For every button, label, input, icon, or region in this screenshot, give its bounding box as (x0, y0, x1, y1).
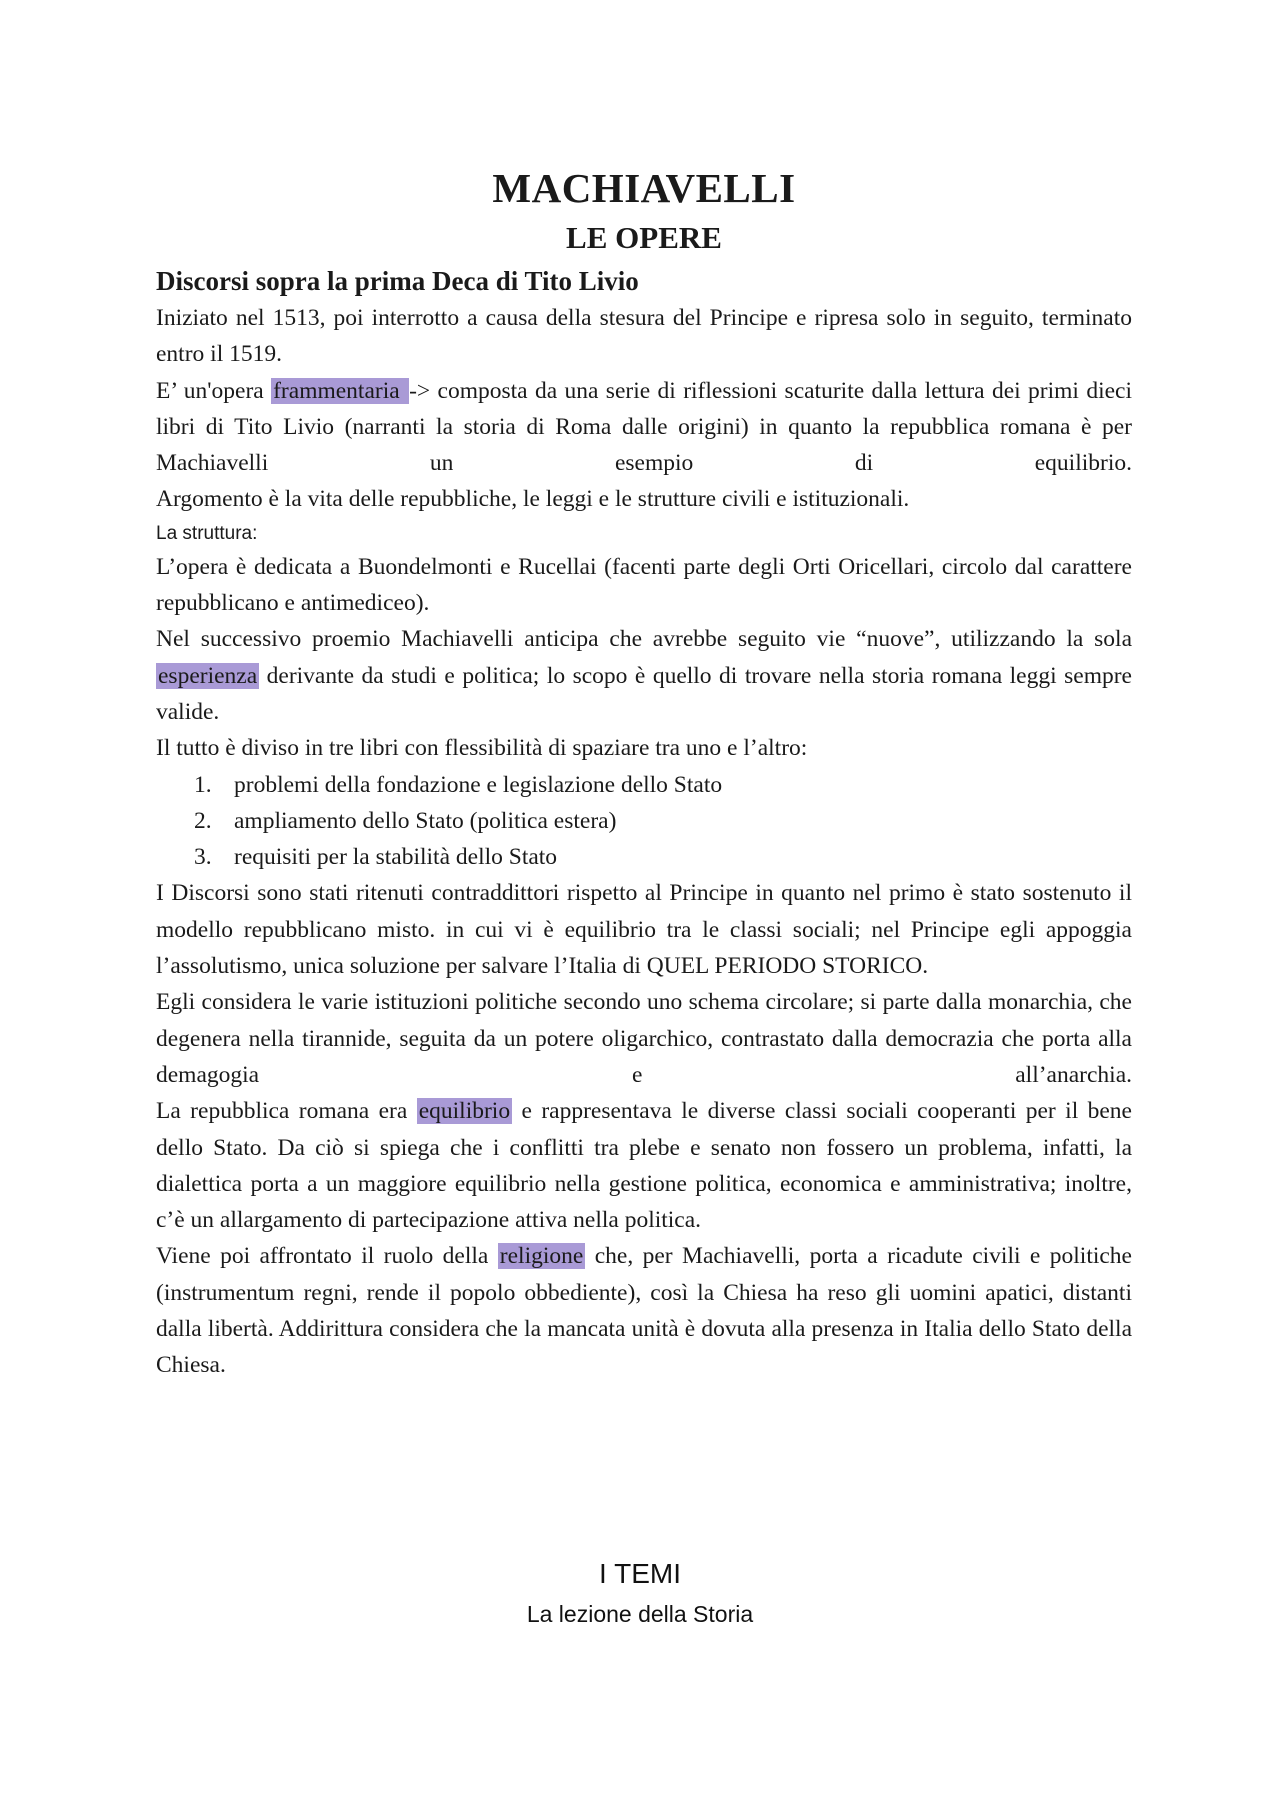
document-title: MACHIAVELLI (492, 165, 796, 211)
themes-heading: I TEMI (599, 1558, 681, 1589)
list-item-text: requisiti per la stabilità dello Stato (234, 844, 558, 871)
paragraph-text: La repubblica romana era (156, 1098, 417, 1125)
paragraph-intro: Iniziato nel 1513, poi interrotto a causa della stesura del Principe e ripresa solo in seguito, terminato entro il 1519. (156, 305, 1132, 368)
section-heading: Discorsi sopra la prima Deca di Tito Livio (156, 266, 639, 296)
books-list (156, 767, 1132, 876)
paragraph-division: Il tutto è diviso in tre libri con flessibilità di spaziare tra uno e l’altro: (156, 735, 808, 762)
paragraph-text: derivante da studi e politica; lo scopo è quello di trovare nella storia romana leggi sempre valide. (156, 662, 1132, 725)
paragraph-text: E’ un'opera (156, 377, 272, 404)
paragraph-proemio (156, 621, 1132, 730)
paragraph-text: Viene poi affrontato il ruolo della (156, 1243, 498, 1270)
document-body (156, 160, 1132, 1384)
structure-label: La struttura: (156, 522, 258, 544)
paragraph-cycle: Egli considera le varie istituzioni politiche secondo uno schema circolare; si parte dalla monarchia, che degenera nella tirannide, seguita da un potere oligarchico, contrastato dalla democrazia che porta alla demagogia e all’anarchia. (156, 989, 1132, 1088)
highlight-esperienza: esperienza (158, 662, 258, 689)
paragraph-text: -> composta da una serie di riflessioni scaturite dalla lettura dei primi dieci libri di Tito Livio (narranti la storia di Roma dalle origini) in quanto la repubblica romana è per Machiavelli un esempio di equilibrio. (156, 377, 1133, 477)
list-item (156, 803, 1132, 839)
list-item (156, 839, 1132, 875)
list-item-text: ampliamento dello Stato (politica estera) (234, 807, 617, 834)
list-number: 1. (194, 771, 212, 798)
themes-subheading: La lezione della Storia (526, 1601, 754, 1627)
highlight-frammentaria: frammentaria (273, 377, 408, 404)
list-number: 3. (194, 844, 212, 871)
paragraph-contradiction: I Discorsi sono stati ritenuti contraddittori rispetto al Principe in quanto nel primo è stato sostenuto il modello repubblicano misto. in cui vi è equilibrio tra le classi sociali; nel Principe egli appoggia l’assolutismo, unica soluzione per salvare l’Italia di QUEL PERIODO STORICO. (156, 880, 1132, 980)
paragraph-text: che, per Machiavelli, porta a ricadute civili e politiche (instrumentum regni, rende il popolo obbediente), così la Chiesa ha reso gli uomini apatici, distanti dalla libertà. Addirittura considera che la mancata unità è dovuta alla presenza in Italia dello Stato della Chiesa. (156, 1243, 1132, 1379)
paragraph-text: e rappresentava le diverse classi sociali cooperanti per il bene dello Stato. Da ciò si spiega che i conflitti tra plebe e senato non fossero un problema, infatti, la dialettica porta a un maggiore equilibrio nella gestione politica, economica e amministrativa; inoltre, c’è un allargamento di partecipazione attiva nella politica. (156, 1098, 1132, 1234)
document-subtitle: LE OPERE (566, 220, 722, 255)
paragraph-text: Nel successivo proemio Machiavelli anticipa che avrebbe seguito vie “nuove”, utilizzando la sola (156, 626, 1132, 653)
list-item (156, 767, 1132, 803)
highlight-equilibrio: equilibrio (418, 1098, 511, 1125)
list-item-text: problemi della fondazione e legislazione dello Stato (234, 771, 723, 798)
list-number: 2. (194, 807, 212, 834)
highlight-religione: religione (499, 1243, 584, 1270)
paragraph-argument: Argomento è la vita delle repubbliche, le leggi e le strutture civili e istituzionali. (156, 486, 910, 513)
paragraph-religion (156, 1238, 1132, 1383)
paragraph-republic (156, 1093, 1132, 1238)
paragraph-fragmentary (156, 373, 1132, 482)
paragraph-dedication: L’opera è dedicata a Buondelmonti e Rucellai (facenti parte degli Orti Oricellari, circolo dal carattere repubblicano e antimediceo). (156, 553, 1132, 617)
